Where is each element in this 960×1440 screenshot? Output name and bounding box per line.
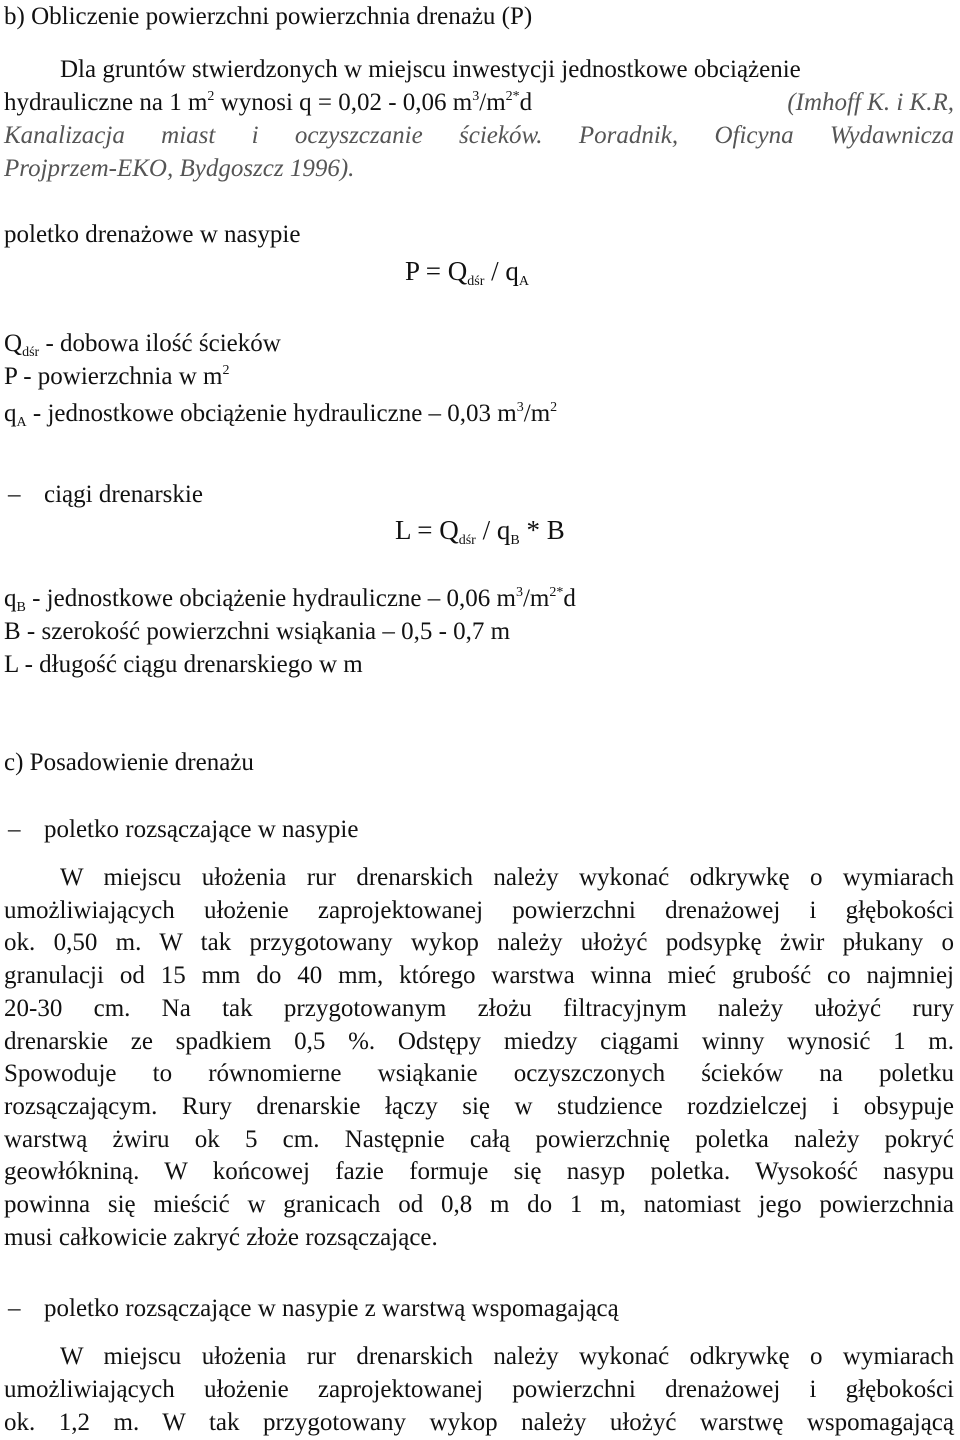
formula-l xyxy=(395,515,954,548)
poletko-label: poletko drenażowe w nasypie xyxy=(4,221,301,248)
paragraph-line: musi całkowicie zakryć złoże rozsączające. xyxy=(4,1223,438,1251)
paragraph-line: rozsączającym. Rury drenarskie łączy się w studzience rozdzielczej i obsypuje xyxy=(4,1092,954,1120)
subscript: dśr xyxy=(458,533,476,548)
dash-bullet: – xyxy=(8,816,21,843)
intro-text: wynosi q = 0,02 - 0,06 m xyxy=(214,89,473,116)
definition-text: - jednostkowe obciążenie hydrauliczne – 0,03 m xyxy=(26,400,517,427)
symbol: q xyxy=(4,400,17,427)
definition-q-a xyxy=(4,399,954,429)
intro-text: hydrauliczne na 1 m xyxy=(4,89,208,116)
paragraph-line: ok. 0,50 m. W tak przygotowany wykop należy ułożyć podsypkę żwir płukany o xyxy=(4,929,954,957)
subscript: dśr xyxy=(467,274,485,289)
item-label: poletko rozsączające w nasypie z warstwą wspomagającą xyxy=(44,1295,619,1322)
paragraph-line: 20-30 cm. Na tak przygotowanym złożu filtracyjnym należy ułożyć rury xyxy=(4,994,954,1022)
definition-text: P - powierzchnia w m xyxy=(4,363,223,390)
definition-q-b xyxy=(4,584,954,614)
dash-bullet: – xyxy=(8,481,21,508)
superscript: 2* xyxy=(549,585,564,600)
symbol: Q xyxy=(4,330,23,357)
intro-line-3: Kanalizacja miast i oczyszczanie ścieków. Poradnik, Oficyna Wydawnicza xyxy=(4,122,954,149)
paragraph-line: powinna się mieścić w granicach od 0,8 m do 1 m, natomiast jego powierzchnia xyxy=(4,1191,954,1218)
symbol: q xyxy=(4,585,17,612)
superscript: 3 xyxy=(516,400,524,415)
superscript: 2 xyxy=(207,89,215,104)
formula-part: L = Q xyxy=(395,515,459,545)
definition-text: /m xyxy=(523,400,551,427)
formula-part: / q xyxy=(475,515,511,545)
paragraph-line: W miejscu ułożenia rur drenarskich należy wykonać odkrywkę o wymiarach xyxy=(60,864,954,891)
subscript: B xyxy=(16,600,26,615)
section-c-heading: c) Posadowienie drenażu xyxy=(4,749,254,776)
superscript: 2 xyxy=(550,400,558,415)
superscript: 3 xyxy=(472,89,480,104)
subscript: A xyxy=(518,274,530,289)
intro-line-2 xyxy=(4,88,954,118)
paragraph-line: umożliwiających ułożenie zaprojektowanej powierzchni drenażowej i głębokości xyxy=(4,896,954,924)
paragraph-line: ok. 1,2 m. W tak przygotowany wykop należy ułożyć warstwę wspomagającą xyxy=(4,1409,954,1436)
intro-text: d xyxy=(519,89,533,116)
superscript: 2* xyxy=(505,89,520,104)
paragraph-line: umożliwiających ułożenie zaprojektowanej powierzchni drenażowej i głębokości xyxy=(4,1376,954,1403)
definition-text: - dobowa ilość ścieków xyxy=(39,330,281,357)
definition-text: d xyxy=(563,585,576,612)
definition-text: /m xyxy=(522,585,550,612)
ciagi-label: ciągi drenarskie xyxy=(44,481,203,508)
definition-q-dsr xyxy=(4,329,954,359)
superscript: 3 xyxy=(515,585,523,600)
item-label: poletko rozsączające w nasypie xyxy=(44,816,359,843)
formula-p xyxy=(405,256,954,289)
definition-b: B - szerokość powierzchni wsiąkania – 0,5 - 0,7 m xyxy=(4,618,511,645)
paragraph-line: warstwą żwiru ok 5 cm. Następnie całą powierzchnię poletka należy pokryć xyxy=(4,1125,954,1153)
intro-line-1: Dla gruntów stwierdzonych w miejscu inwestycji jednostkowe obciążenie xyxy=(60,56,801,83)
subscript: A xyxy=(16,415,27,430)
intro-line-4: Projprzem-EKO, Bydgoszcz 1996). xyxy=(4,155,355,182)
superscript: 2 xyxy=(222,363,230,378)
paragraph-line: geowłókniną. W końcowej fazie formuje się nasyp poletka. Wysokość nasypu xyxy=(4,1158,954,1186)
formula-part: * B xyxy=(519,515,565,545)
definition-l: L - długość ciągu drenarskiego w m xyxy=(4,651,363,678)
paragraph-line: Spowoduje to równomierne wsiąkanie oczyszczonych ścieków na poletku xyxy=(4,1060,954,1088)
paragraph-line: granulacji od 15 mm do 40 mm, którego warstwa winna mieć grubość co najmniej xyxy=(4,962,954,990)
dash-bullet: – xyxy=(8,1295,21,1322)
intro-text: /m xyxy=(479,89,506,116)
subscript: B xyxy=(510,533,520,548)
definition-p xyxy=(4,362,954,392)
citation-start: (Imhoff K. i K.R, xyxy=(787,89,954,116)
formula-part: / q xyxy=(484,256,519,286)
section-b-heading: b) Obliczenie powierzchni powierzchnia drenażu (P) xyxy=(4,3,533,30)
definition-text: - jednostkowe obciążenie hydrauliczne – 0,06 m xyxy=(25,585,516,612)
paragraph-line: W miejscu ułożenia rur drenarskich należy wykonać odkrywkę o wymiarach xyxy=(60,1343,954,1370)
formula-part: P = Q xyxy=(405,256,468,286)
subscript: dśr xyxy=(22,345,40,360)
paragraph-line: drenarskie ze spadkiem 0,5 %. Odstępy miedzy ciągami winny wynosić 1 m. xyxy=(4,1027,954,1055)
